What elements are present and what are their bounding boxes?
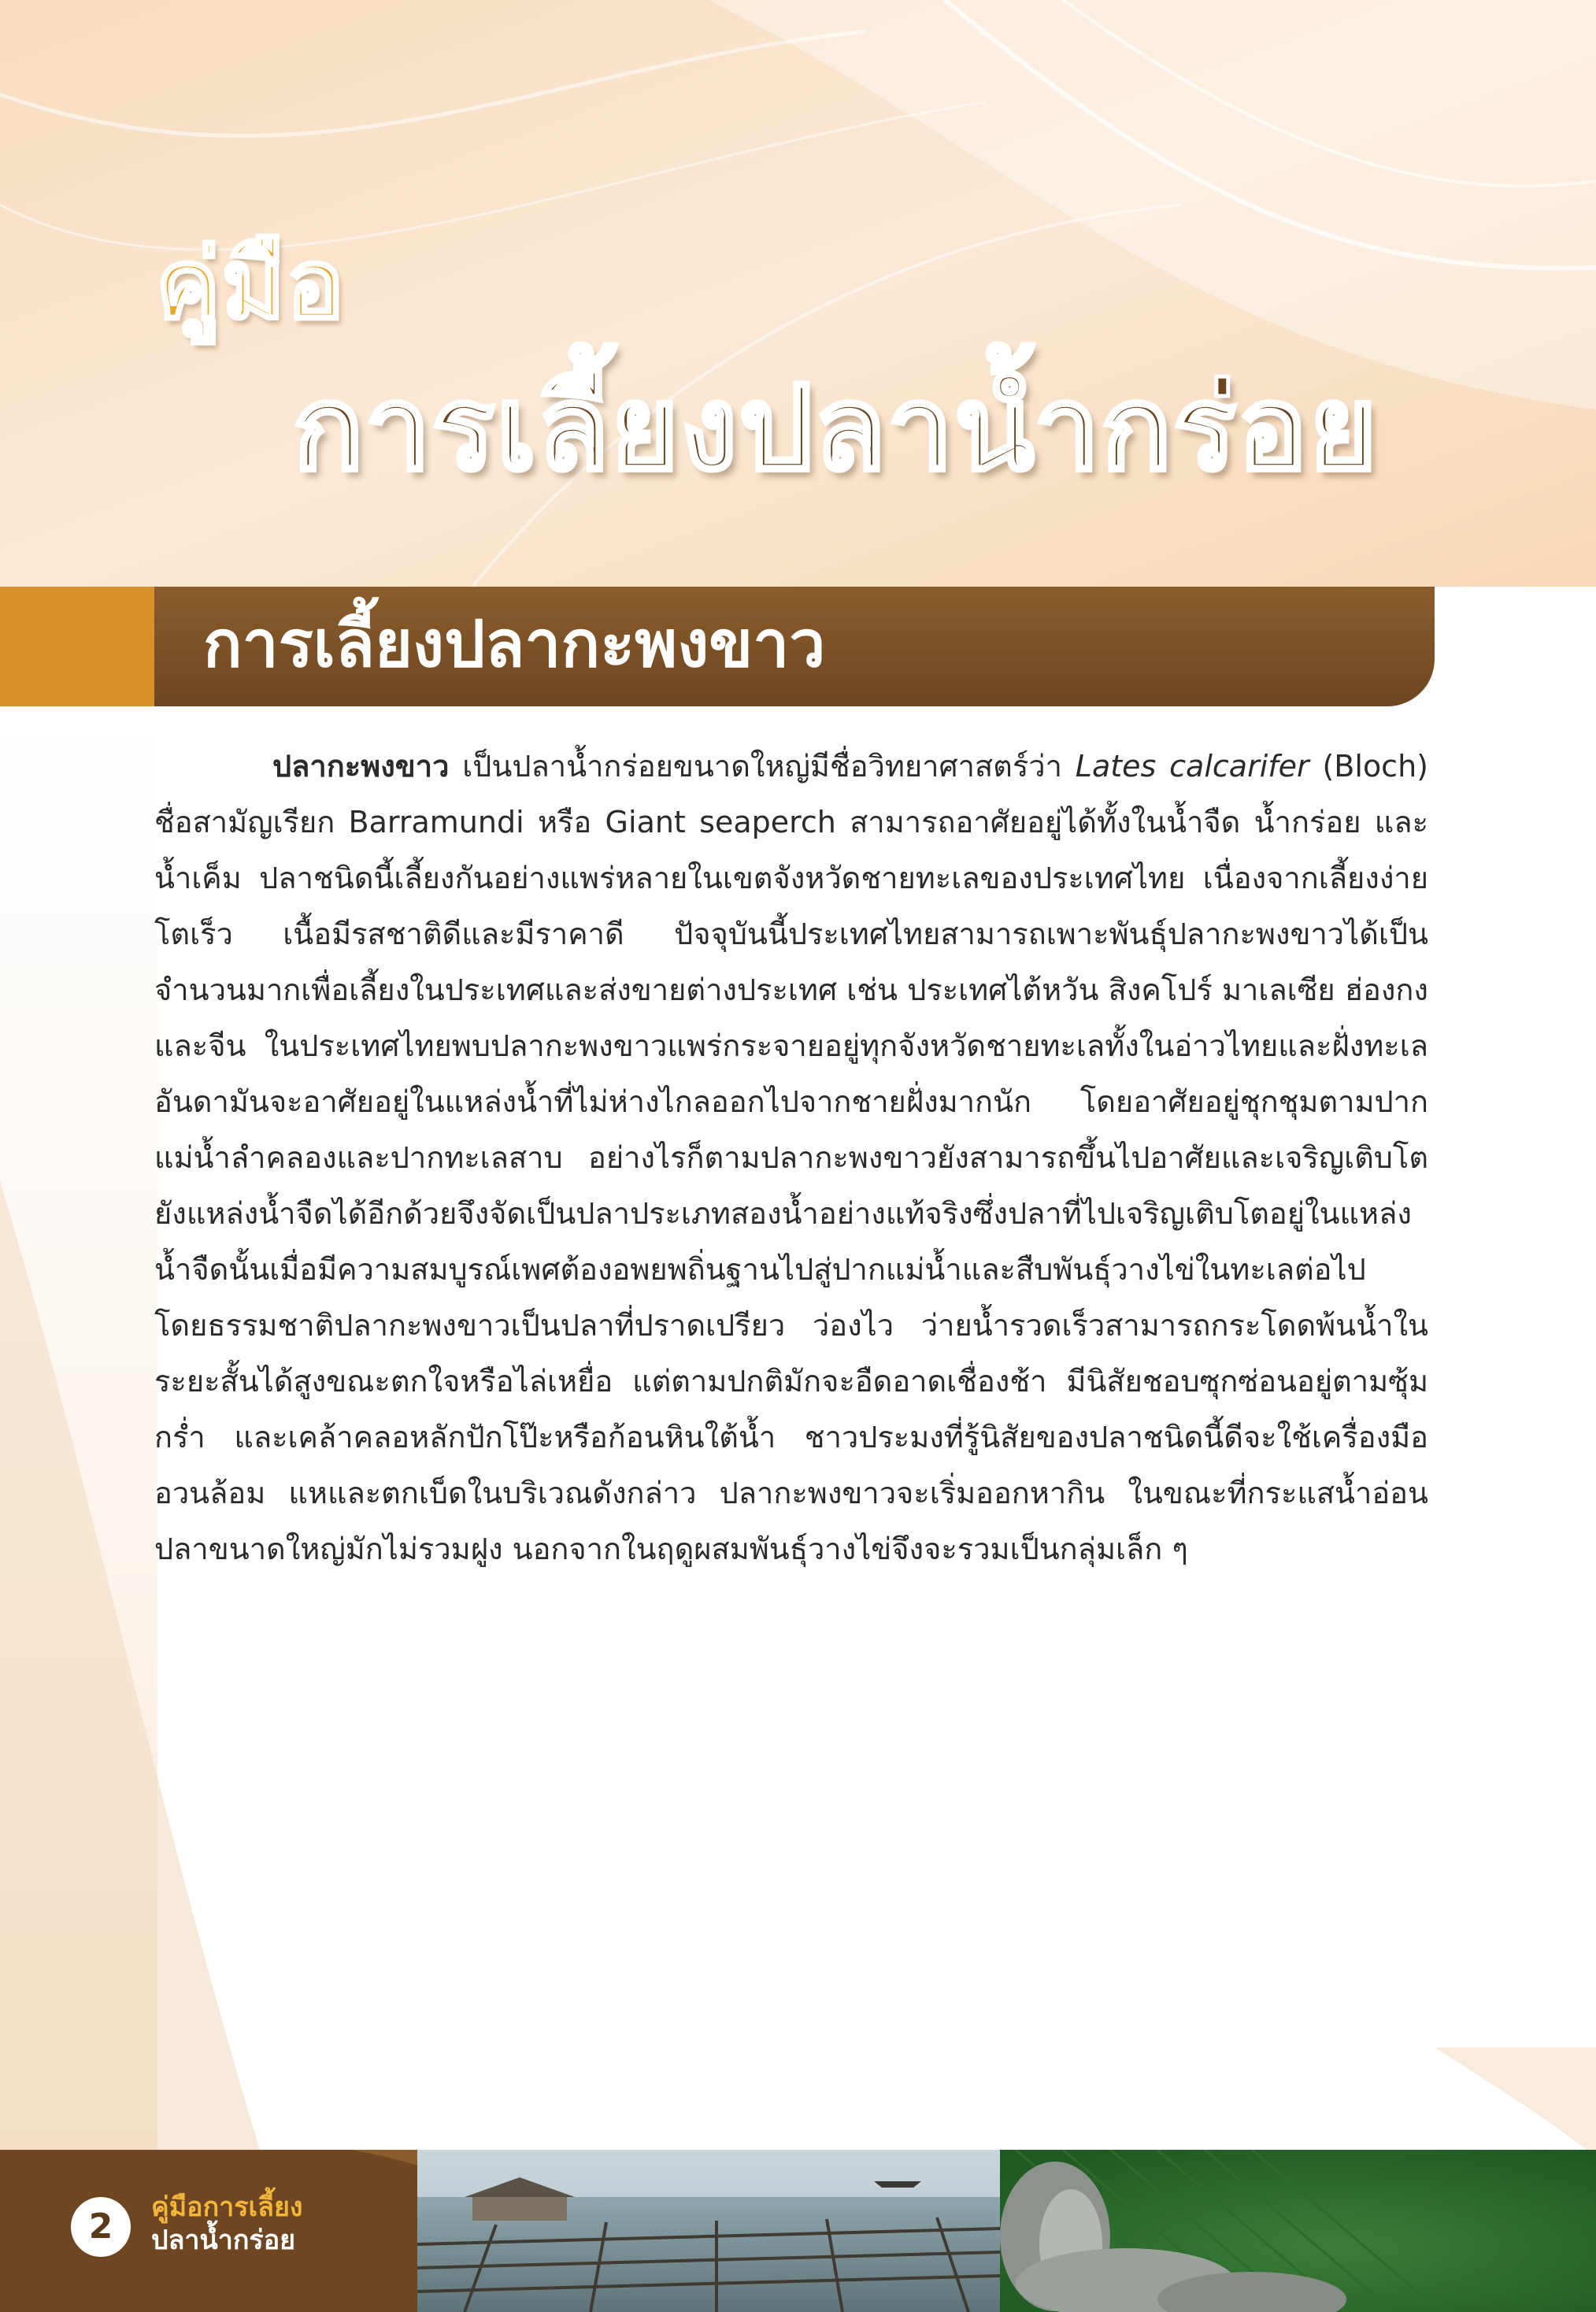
body-paragraph (154, 739, 1428, 1577)
footer-title-line2: ปลาน้ำกร่อย (151, 2225, 296, 2256)
footer-photo (417, 2150, 1596, 2312)
body-text-1: เป็นปลาน้ำกร่อยขนาดใหญ่มีชื่อวิทยาศาสตร์ว่า (449, 749, 1076, 784)
footer-title-line1: คู่มือการเลี้ยง (151, 2192, 303, 2223)
scientific-name: Lates calcarifer (1075, 749, 1309, 784)
section-title: การเลี้ยงปลากะพงขาว (203, 607, 826, 682)
body-text-2: (Bloch) ชื่อสามัญเรียก Barramundi หรือ Giant seaperch สามารถอาศัยอยู่ได้ทั้งในน้ำจืด น้ำกร่อย และน้ำเค็ม ปลาชนิดนี้เลี้ยงกันอย่างแพร่หลายในเขตจังหวัดชายทะเลของประเทศไทย เนื่องจากเลี้ยงง่าย โตเร็ว เนื้อมีรสชาติดีและมีราคาดี ปัจจุบันนี้ประเทศไทยสามารถเพาะพันธุ์ปลากะพงขาวได้เป็นจำนวนมากเพื่อเลี้ยงในประเทศและส่งขายต่างประเทศ เช่น ประเทศไต้หวัน สิงคโปร์ มาเลเซีย ฮ่องกง และจีน ในประเทศไทยพบปลากะพงขาวแพร่กระจายอยู่ทุกจังหวัดชายทะเลทั้งในอ่าวไทยและฝั่งทะเลอันดามันจะอาศัยอยู่ในแหล่งน้ำที่ไม่ห่างไกลออกไปจากชายฝั่งมากนัก โดยอาศัยอยู่ชุกชุมตามปากแม่น้ำลำคลองและปากทะเลสาบ อย่างไรก็ตามปลากะพงขาวยังสามารถขึ้นไปอาศัยและเจริญเติบโตยังแหล่งน้ำจืดได้อีกด้วยจึงจัดเป็นปลาประเภทสองน้ำอย่างแท้จริงซึ่งปลาที่ไปเจริญเติบโตอยู่ในแหล่งน้ำจืดนั้นเมื่อมีความสมบูรณ์เพศต้องอพยพถิ่นฐานไปสู่ปากแม่น้ำและสืบพันธุ์วางไข่ในทะเลต่อไป โดยธรรมชาติปลากะพงขาวเป็นปลาที่ปราดเปรียว ว่องไว ว่ายน้ำรวดเร็วสามารถกระโดดพ้นน้ำในระยะสั้นได้สูงขณะตกใจหรือไล่เหยื่อ แต่ตามปกติมักจะอืดอาดเชื่องช้า มีนิสัยชอบซุกซ่อนอยู่ตามซุ้ม กร่ำ และเคล้าคลอหลักปักโป๊ะหรือก้อนหินใต้น้ำ ชาวประมงที่รู้นิสัยของปลาชนิดนี้ดีจะใช้เครื่องมืออวนล้อม แหและตกเบ็ดในบริเวณดังกล่าว ปลากะพงขาวจะเริ่มออกหากิน ในขณะที่กระแสน้ำอ่อนปลาขนาดใหญ่มักไม่รวมฝูง นอกจากในฤดูผสมพันธุ์วางไข่จึงจะรวมเป็นกลุ่มเล็ก ๆ (154, 749, 1428, 1566)
section-accent (0, 587, 154, 706)
title-handbook: คู่มือ (156, 228, 346, 340)
page-number: 2 (71, 2197, 131, 2257)
lead-term: ปลากะพงขาว (272, 749, 450, 784)
footer-title (151, 2191, 303, 2257)
page-title: การเลี้ยงปลาน้ำกร่อย (293, 361, 1379, 496)
